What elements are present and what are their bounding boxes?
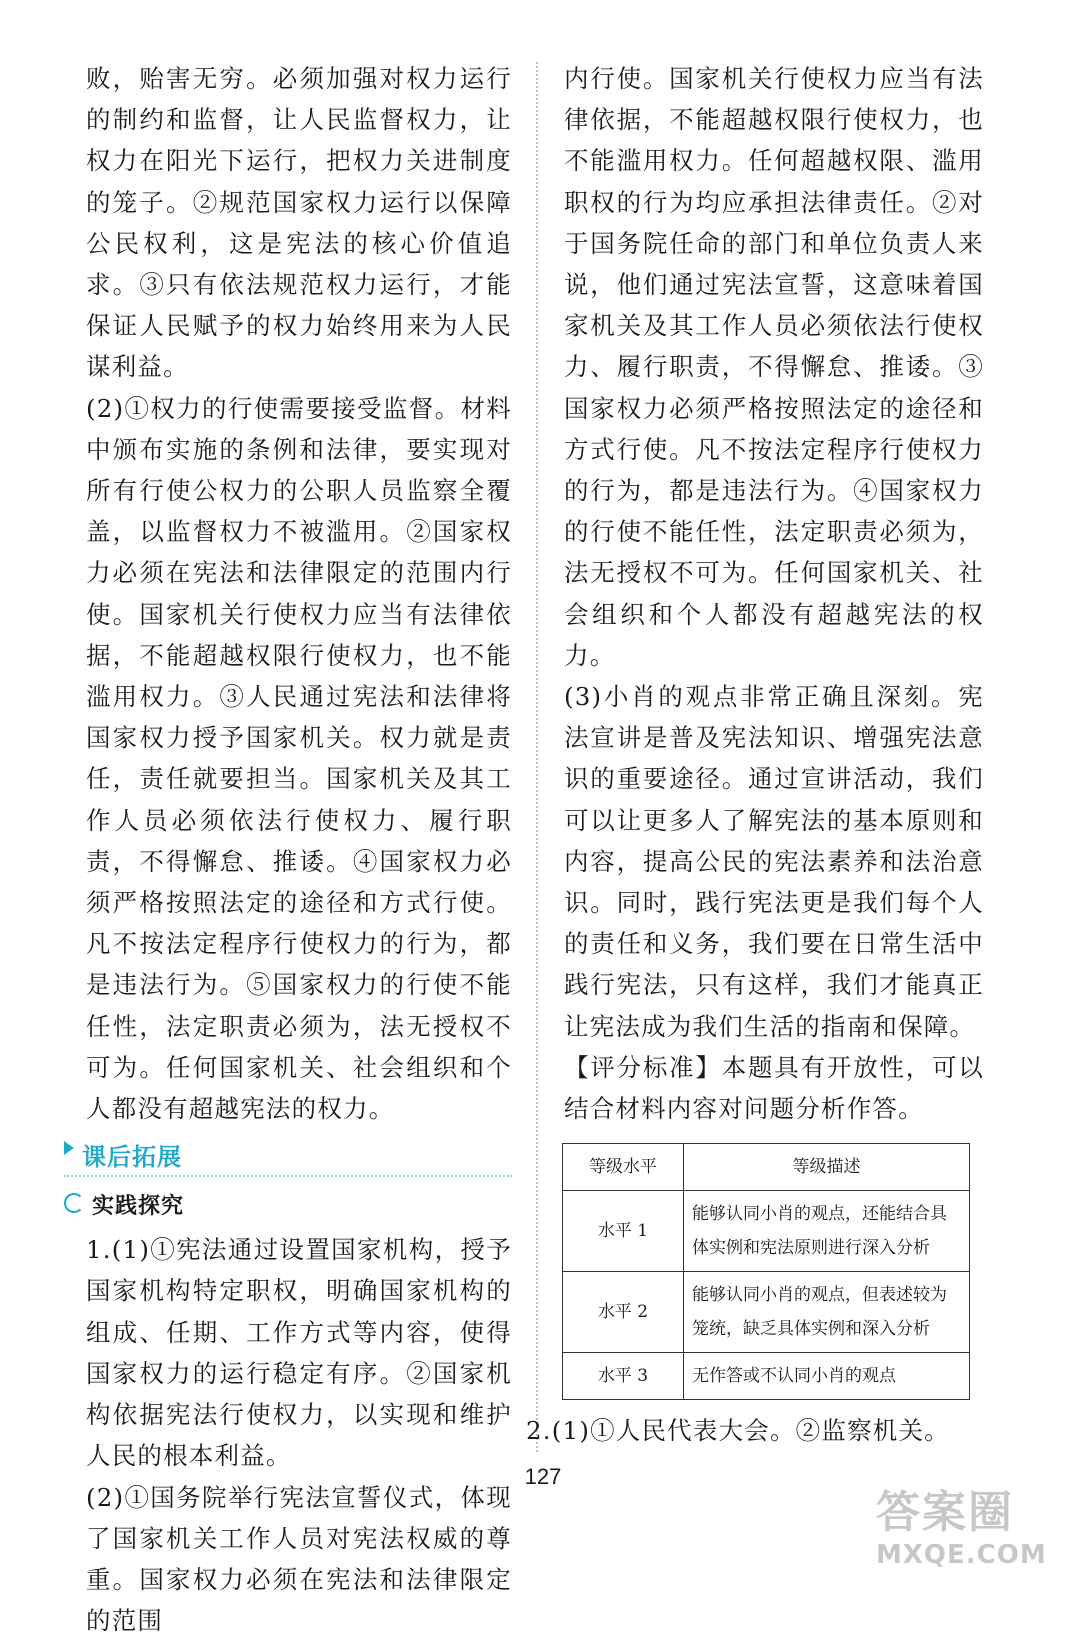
grading-criteria: 【评分标准】本题具有开放性，可以结合材料内容对问题分析作答。 [564,1047,984,1129]
watermark-logo [876,1476,1066,1576]
paragraph: (3)小肖的观点非常正确且深刻。宪法宣讲是普及宪法知识、增强宪法意识的重要途径。通过宣讲活动，我们可以让更多人了解宪法的基本原则和内容，提高公民的宪法素养和法治意识。同时，践行宪法更是我们每个人的责任和义务，我们要在日常生活中践行宪法，只有这样，我们才能真正让宪法成为我们生活的指南和保障。 [564,676,984,1047]
paragraph: 败，贻害无穷。必须加强对权力运行的制约和监督，让人民监督权力，让权力在阳光下运行，把权力关进制度的笼子。②规范国家权力运行以保障公民权利，这是宪法的核心价值追求。③只有依法规范权力运行，才能保证人民赋予的权力始终用来为人民谋利益。 [86,58,512,388]
left-column [86,58,512,1641]
table-cell: 能够认同小肖的观点，但表述较为笼统，缺乏具体实例和深入分析 [684,1272,970,1353]
section-marker-icon [64,1141,74,1155]
paragraph: 内行使。国家机关行使权力应当有法律依据，不能超越权限行使权力，也不能滥用权力。任何超越权限、滥用职权的行为均应承担法律责任。②对于国务院任命的部门和单位负责人来说，他们通过宪法宣誓，这意味着国家机关及其工作人员必须依法行使权力、履行职责，不得懈怠、推诿。③国家权力必须严格按照法定的途径和方式行使。凡不按法定程序行使权力的行为，都是违法行为。④国家权力的行使不能任性，法定职责必须为，法无授权不可为。任何国家机关、社会组织和个人都没有超越宪法的权力。 [564,58,984,676]
table-cell: 水平 2 [563,1272,684,1353]
table-cell: 水平 3 [563,1353,684,1400]
right-column [564,58,984,1451]
subsection-title: 实践探究 [92,1189,184,1220]
table-header: 等级描述 [684,1144,970,1191]
table-row [563,1272,970,1353]
section-title: 课后拓展 [82,1137,182,1172]
watermark-url: MXQE.COM [876,1540,1066,1570]
table-header: 等级水平 [563,1144,684,1191]
table-row [563,1353,970,1400]
section-header [64,1135,512,1177]
table-row [563,1191,970,1272]
watermark-text: 答案圈 [876,1476,1066,1540]
paragraph: (2)①权力的行使需要接受监督。材料中颁布实施的条例和法律，要实现对所有行使公权力的公职人员监察全覆盖，以监督权力不被滥用。②国家权力必须在宪法和法律限定的范围内行使。国家机关行使权力应当有法律依据，不能超越权限行使权力，也不能滥用权力。③人民通过宪法和法律将国家权力授予国家机关。权力就是责任，责任就要担当。国家机关及其工作人员必须依法行使权力、履行职责，不得懈怠、推诿。④国家权力必须严格按照法定的途径和方式行使。凡不按法定程序行使权力的行为，都是违法行为。⑤国家权力的行使不能任性，法定职责必须为，法无授权不可为。任何国家机关、社会组织和个人都没有超越宪法的权力。 [86,388,512,1130]
column-divider [536,62,538,1452]
paragraph: 1.(1)①宪法通过设置国家机构，授予国家机构特定职权，明确国家机构的组成、任期、工作方式等内容，使得国家权力的运行稳定有序。②国家机构依据宪法行使权力，以实现和维护人民的根本利益。 [86,1229,512,1476]
table-cell: 水平 1 [563,1191,684,1272]
table-cell: 无作答或不认同小肖的观点 [684,1353,970,1400]
page-number: 127 [0,1464,1086,1490]
table-header-row [563,1144,970,1191]
subsection-header [64,1187,512,1223]
swirl-icon [64,1193,84,1213]
grading-table [562,1143,970,1400]
paragraph: (2)①国务院举行宪法宣誓仪式，体现了国家机关工作人员对宪法权威的尊重。国家权力必须在宪法和法律限定的范围 [86,1477,512,1641]
table-cell: 能够认同小肖的观点，还能结合具体实例和宪法原则进行深入分析 [684,1191,970,1272]
paragraph: 2.(1)①人民代表大会。②监察机关。 [526,1410,984,1451]
